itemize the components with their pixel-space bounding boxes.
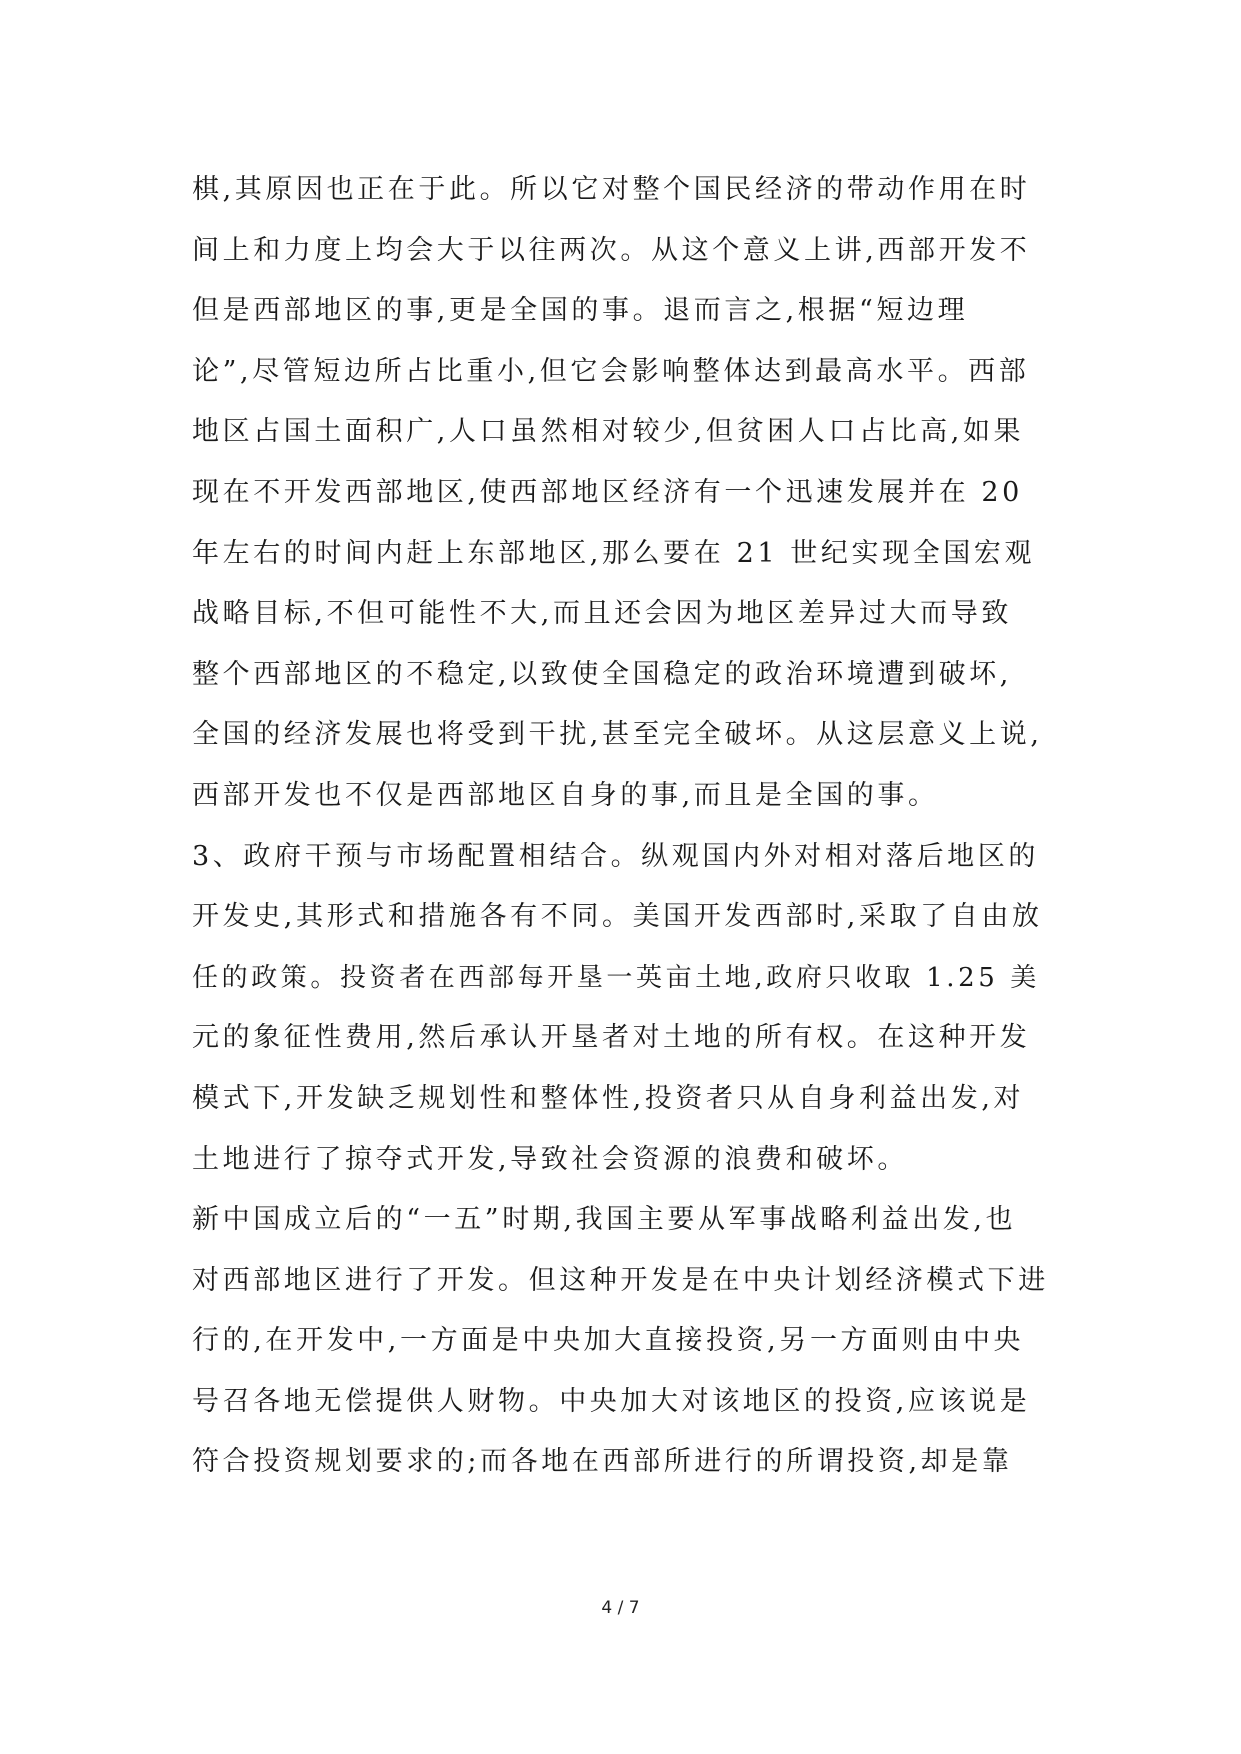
- text-line: 土地进行了掠夺式开发,导致社会资源的浪费和破坏。: [192, 1143, 908, 1175]
- text-line: 间上和力度上均会大于以往两次。从这个意义上讲,西部开发不: [192, 234, 1031, 266]
- text-line: 模式下,开发缺乏规划性和整体性,投资者只从自身利益出发,对: [192, 1082, 1025, 1114]
- text-line: 符合投资规划要求的;而各地在西部所进行的所谓投资,却是靠: [192, 1446, 1013, 1478]
- text-line: 新中国成立后的“一五”时期,我国主要从军事战略利益出发,也: [192, 1204, 1017, 1236]
- text-line: 但是西部地区的事,更是全国的事。退而言之,根据“短边理: [192, 295, 969, 327]
- text-line: 行的,在开发中,一方面是中央加大直接投资,另一方面则由中央: [192, 1325, 1025, 1357]
- text-line: 棋,其原因也正在于此。所以它对整个国民经济的带动作用在时: [192, 174, 1031, 205]
- text-line: 全国的经济发展也将受到干扰,甚至完全破坏。从这层意义上说,: [192, 719, 1043, 751]
- text-line: 3、政府干预与市场配置相结合。纵观国内外对相对落后地区的: [192, 840, 1039, 872]
- text-line: 对西部地区进行了开发。但这种开发是在中央计划经济模式下进: [192, 1264, 1049, 1296]
- text-line: 战略目标,不但可能性不大,而且还会因为地区差异过大而导致: [192, 598, 1012, 630]
- text-line: 论”,尽管短边所占比重小,但它会影响整体达到最高水平。西部: [192, 355, 1030, 387]
- page-number: 4 / 7: [601, 1598, 640, 1618]
- text-line: 现在不开发西部地区,使西部地区经济有一个迅速发展并在 20: [192, 476, 1023, 508]
- text-line: 西部开发也不仅是西部地区自身的事,而且是全国的事。: [192, 779, 939, 811]
- text-line: 年左右的时间内赶上东部地区,那么要在 21 世纪实现全国宏观: [192, 537, 1036, 569]
- text-line: 整个西部地区的不稳定,以致使全国稳定的政治环境遭到破坏,: [192, 658, 1012, 690]
- text-line: 号召各地无偿提供人财物。中央加大对该地区的投资,应该说是: [192, 1385, 1031, 1417]
- body-text: [192, 160, 1050, 1493]
- text-line: 地区占国土面积广,人口虽然相对较少,但贫困人口占比高,如果: [192, 416, 1025, 448]
- text-line: 任的政策。投资者在西部每开垦一英亩土地,政府只收取 1.25 美: [192, 962, 1040, 993]
- text-line: 元的象征性费用,然后承认开垦者对土地的所有权。在这种开发: [192, 1022, 1031, 1054]
- text-line: 开发史,其形式和措施各有不同。美国开发西部时,采取了自由放: [192, 901, 1043, 933]
